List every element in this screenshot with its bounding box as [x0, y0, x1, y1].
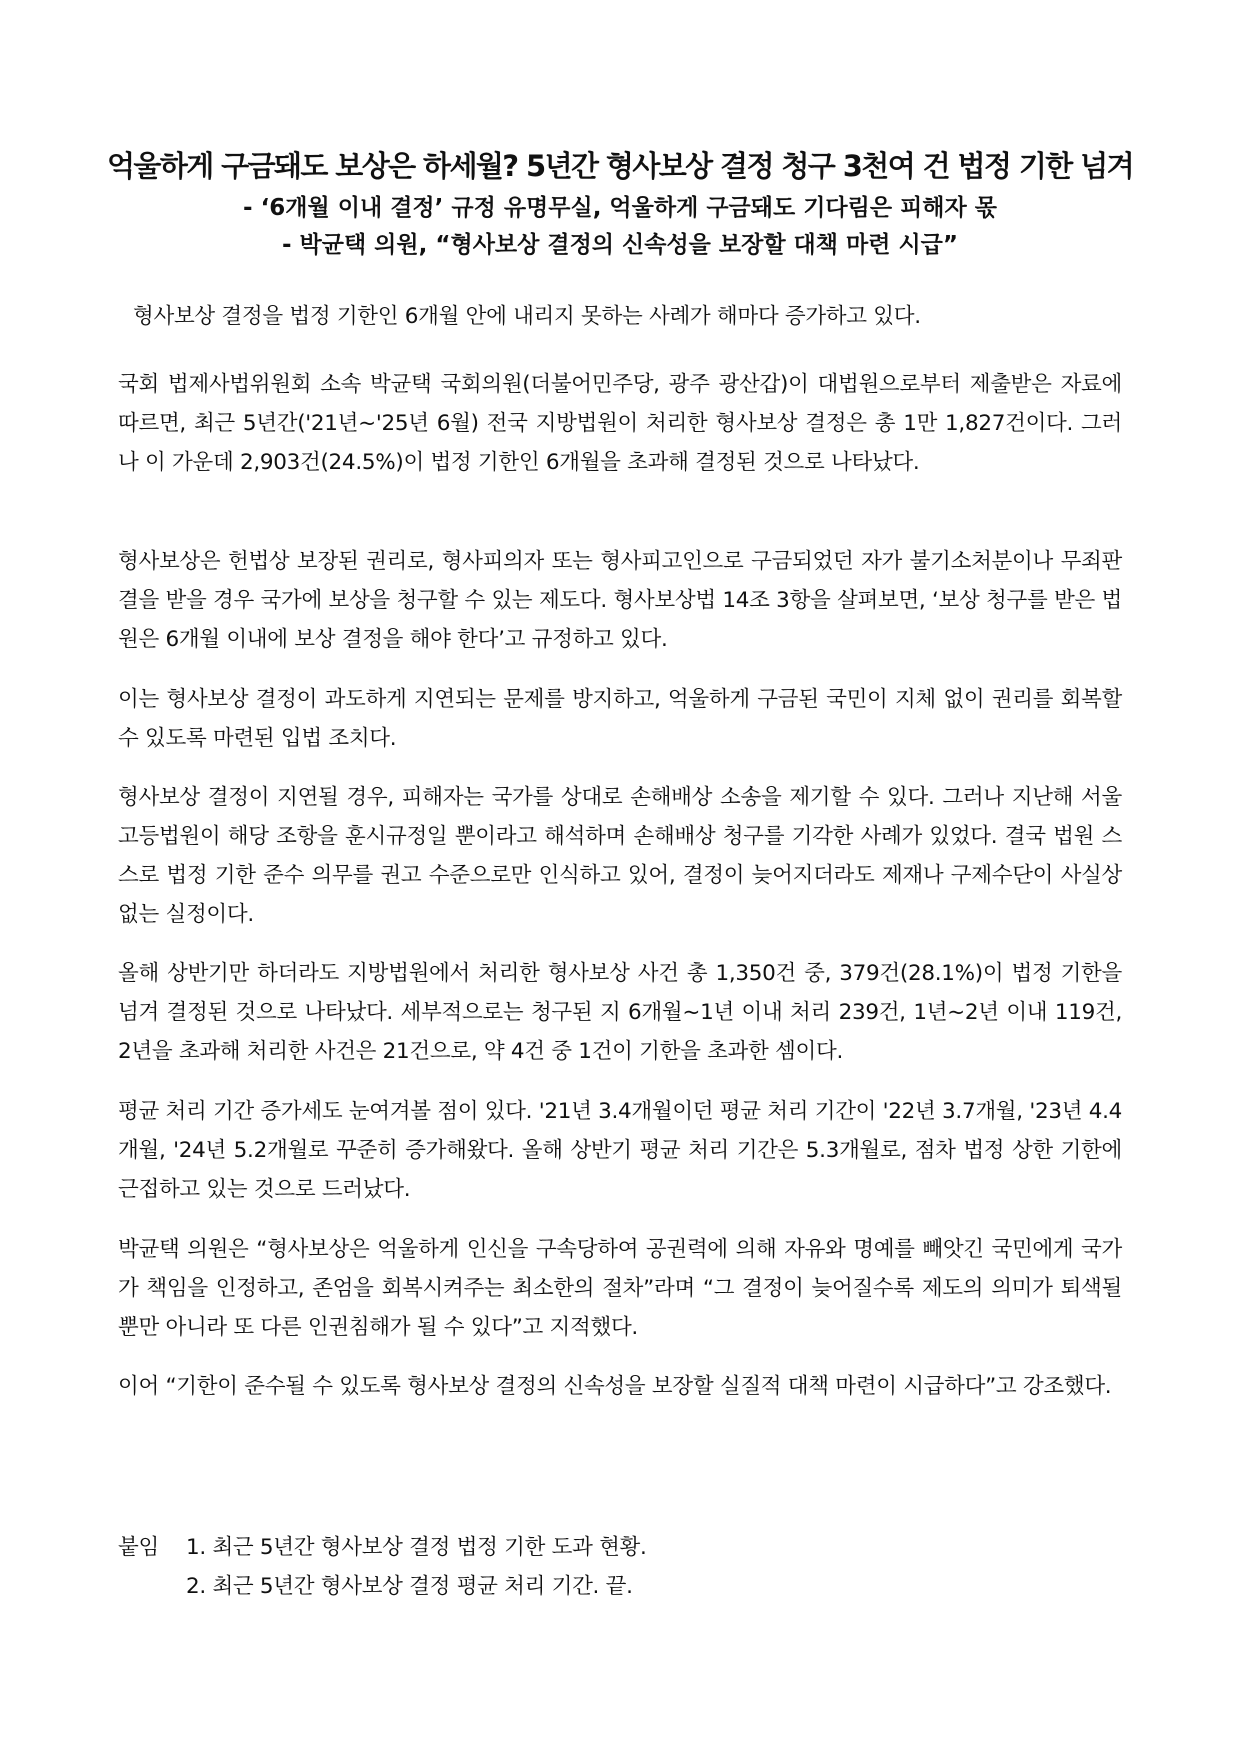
- attachment-item-2: 2. 최근 5년간 형사보상 결정 평균 처리 기간. 끝.: [186, 1574, 633, 1599]
- paragraph-4: 형사보상 결정이 지연될 경우, 피해자는 국가를 상대로 손해배상 소송을 제기할 수 있다. 그러나 지난해 서울고등법원이 해당 조항을 훈시규정일 뿐이라고 해석하며 손해배상 청구를 기각한 사례가 있었다. 결국 법원 스스로 법정 기한 준수 의무를 권고 수준으로만 인식하고 있어, 결정이 늦어지더라도 제재나 구제수단이 사실상 없는 실정이다.: [118, 785, 1122, 927]
- attachments-label: 붙임: [118, 1535, 159, 1560]
- paragraph-6: 평균 처리 기간 증가세도 눈여겨볼 점이 있다. '21년 3.4개월이던 평균 처리 기간이 '22년 3.7개월, '23년 4.4개월, '24년 5.2개월로 꾸준히 증가해왔다. 올해 상반기 평균 처리 기간은 5.3개월로, 점차 법정 상한 기한에 근접하고 있는 것으로 드러났다.: [118, 1099, 1123, 1202]
- paragraph-3: 이는 형사보상 결정이 과도하게 지연되는 문제를 방지하고, 억울하게 구금된 국민이 지체 없이 권리를 회복할 수 있도록 마련된 입법 조치다.: [118, 687, 1122, 751]
- document-title: 억울하게 구금돼도 보상은 하세월? 5년간 형사보상 결정 청구 3천여 건 법정 기한 넘겨: [107, 149, 1133, 183]
- lead-paragraph: 형사보상 결정을 법정 기한인 6개월 안에 내리지 못하는 사례가 해마다 증가하고 있다.: [133, 304, 921, 329]
- paragraph-7: 박균택 의원은 “형사보상은 억울하게 인신을 구속당하여 공권력에 의해 자유와 명예를 빼앗긴 국민에게 국가가 책임을 인정하고, 존엄을 회복시켜주는 최소한의 절차”라며 “그 결정이 늦어질수록 제도의 의미가 퇴색될 뿐만 아니라 또 다른 인권침해가 될 수 있다”고 지적했다.: [118, 1237, 1122, 1340]
- paragraph-1: 국회 법제사법위원회 소속 박균택 국회의원(더불어민주당, 광주 광산갑)이 대법원으로부터 제출받은 자료에 따르면, 최근 5년간('21년~'25년 6월) 전국 지방법원이 처리한 형사보상 결정은 총 1만 1,827건이다. 그러나 이 가운데 2,903건(24.5%)이 법정 기한인 6개월을 초과해 결정된 것으로 나타났다.: [118, 372, 1122, 475]
- paragraph-2: 형사보상은 헌법상 보장된 권리로, 형사피의자 또는 형사피고인으로 구금되었던 자가 불기소처분이나 무죄판결을 받을 경우 국가에 보상을 청구할 수 있는 제도다. 형사보상법 14조 3항을 살펴보면, ‘보상 청구를 받은 법원은 6개월 이내에 보상 결정을 해야 한다’고 규정하고 있다.: [118, 549, 1122, 652]
- subtitle-2: - 박균택 의원, “형사보상 결정의 신속성을 보장할 대책 마련 시급”: [281, 232, 959, 258]
- attachments: [118, 1528, 647, 1606]
- paragraph-5: 올해 상반기만 하더라도 지방법원에서 처리한 형사보상 사건 총 1,350건 중, 379건(28.1%)이 법정 기한을 넘겨 결정된 것으로 나타났다. 세부적으로는 청구된 지 6개월~1년 이내 처리 239건, 1년~2년 이내 119건, 2년을 초과해 처리한 사건은 21건으로, 약 4건 중 1건이 기한을 초과한 셈이다.: [118, 961, 1122, 1064]
- attachment-row-1: [118, 1528, 647, 1567]
- attachment-item-1: 1. 최근 5년간 형사보상 결정 법정 기한 도과 현황.: [186, 1535, 647, 1560]
- paragraph-8: 이어 “기한이 준수될 수 있도록 형사보상 결정의 신속성을 보장할 실질적 대책 마련이 시급하다”고 강조했다.: [118, 1374, 1112, 1399]
- subtitle-1: - ‘6개월 이내 결정’ 규정 유명무실, 억울하게 구금돼도 기다림은 피해자 몫: [243, 195, 997, 221]
- attachment-row-2: [118, 1567, 647, 1606]
